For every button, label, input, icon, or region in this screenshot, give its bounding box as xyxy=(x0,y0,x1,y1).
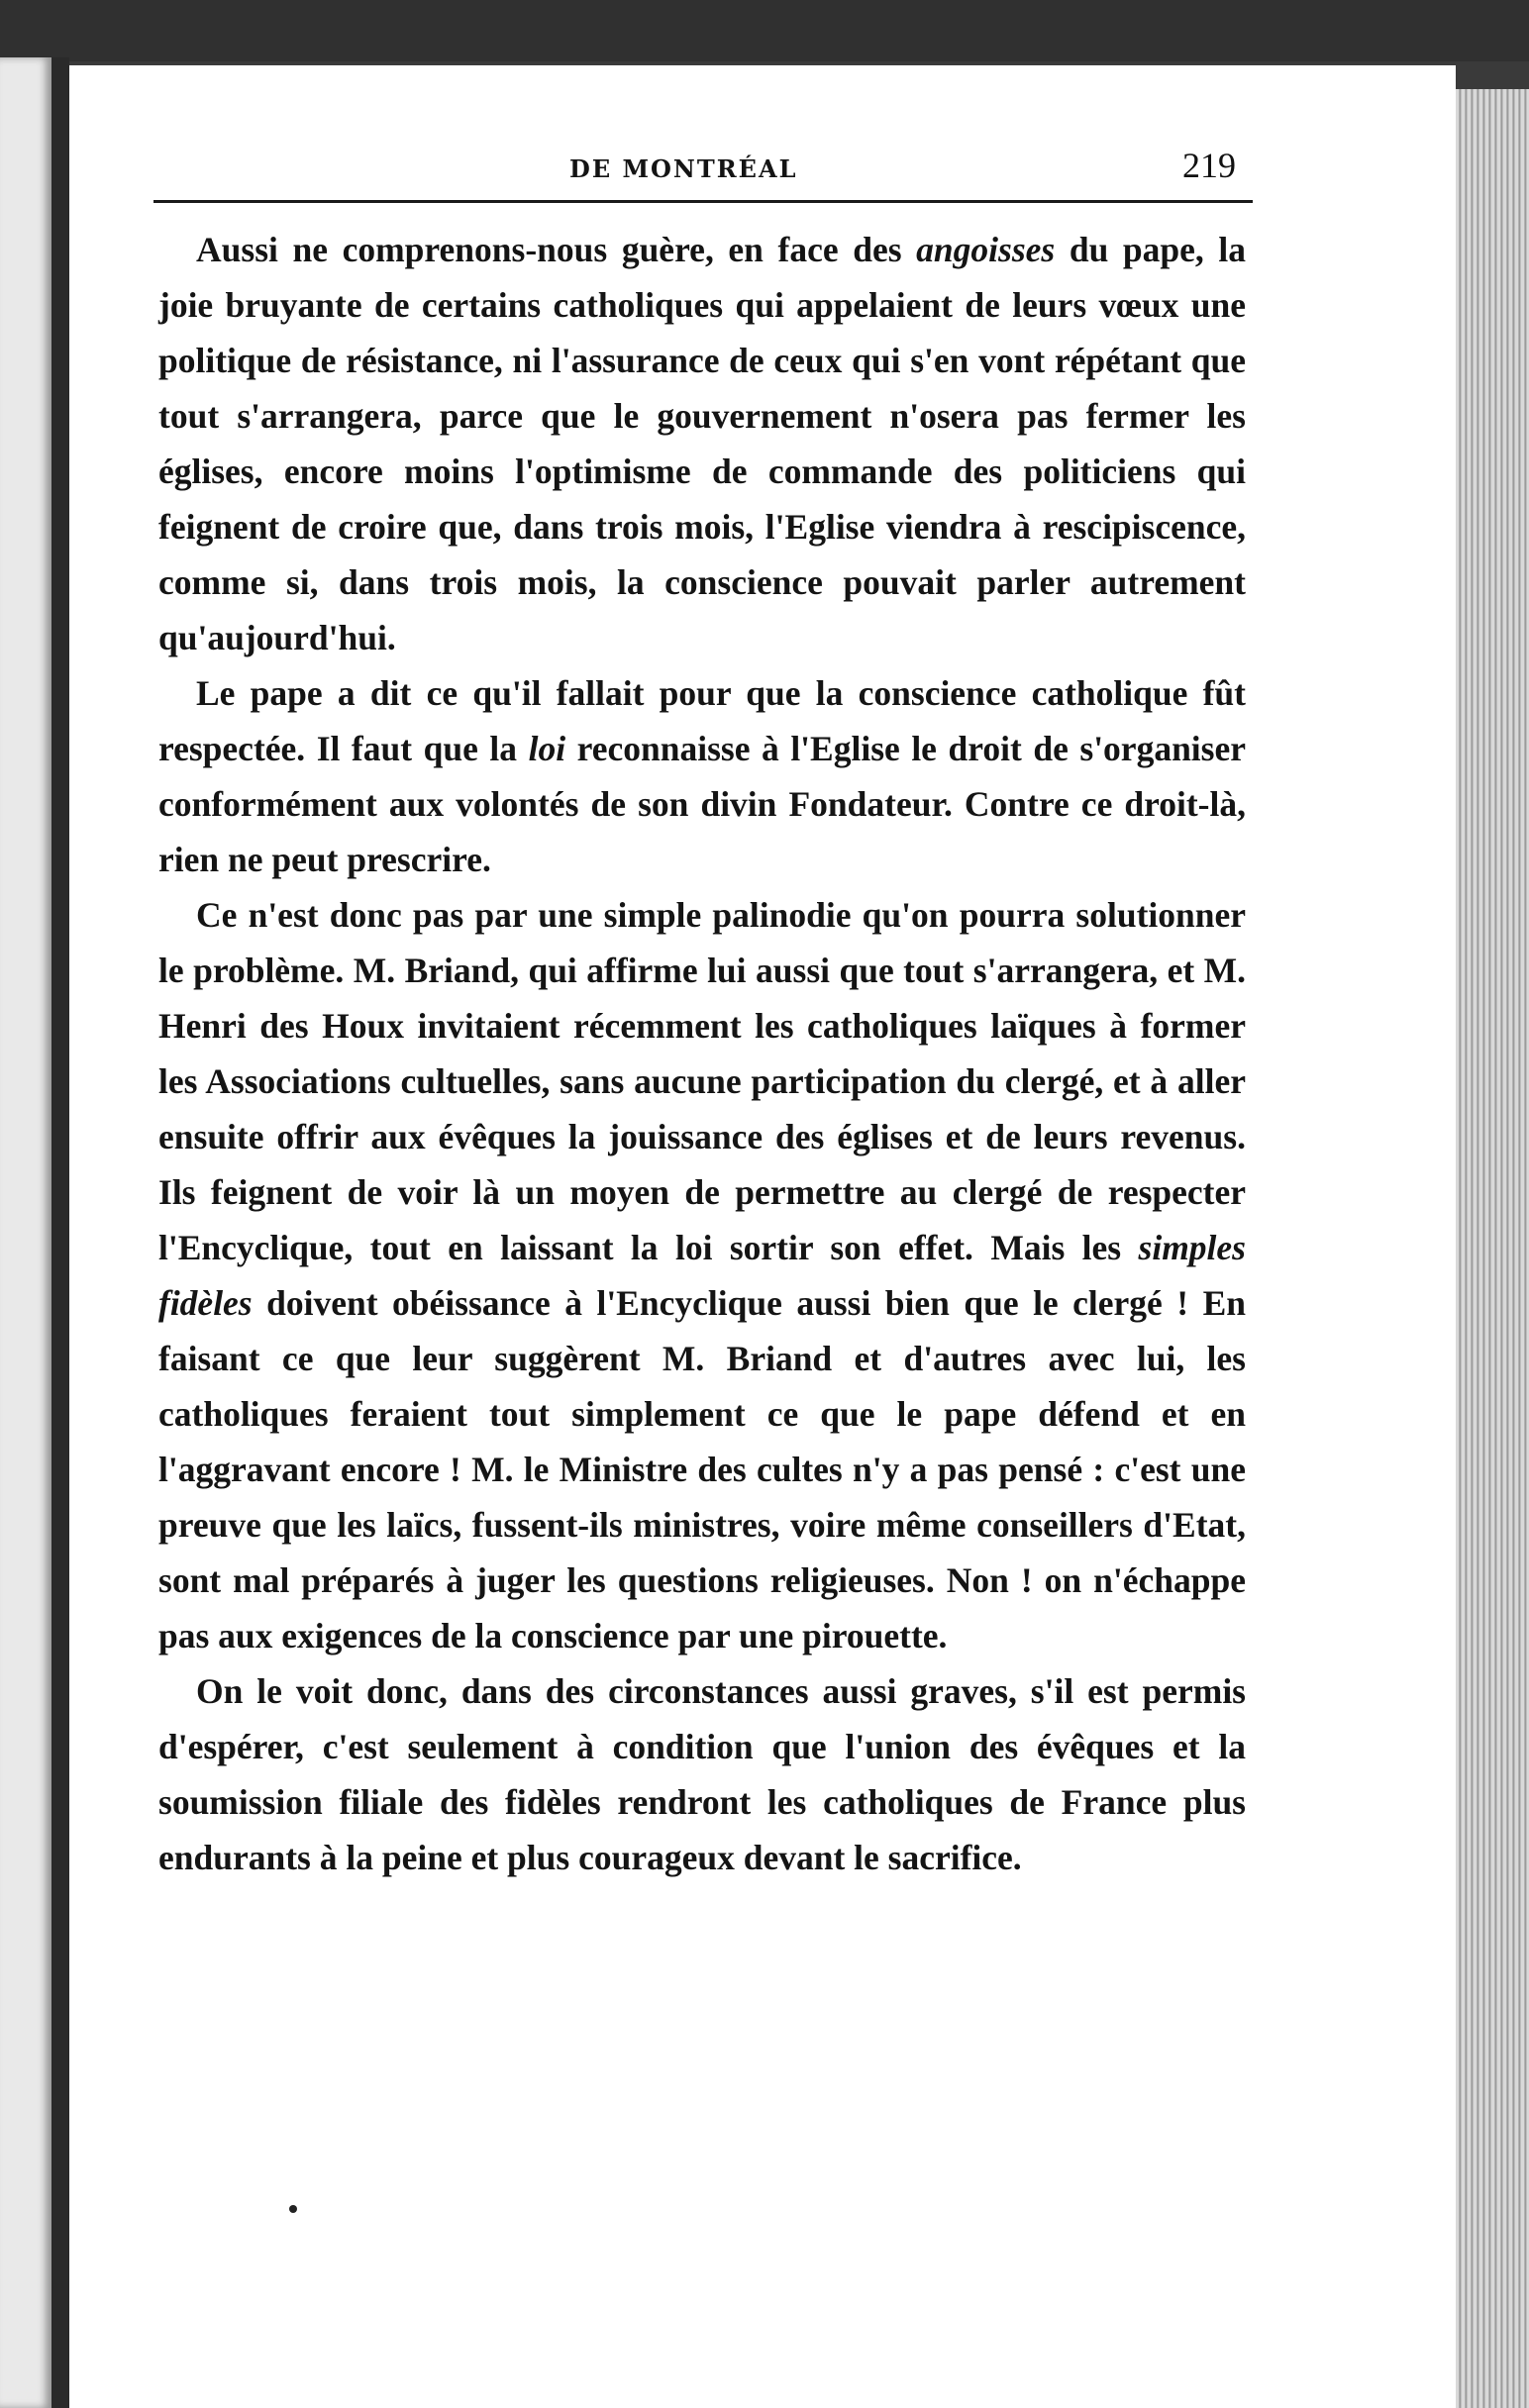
header-rule xyxy=(153,200,1253,203)
scan-top-border xyxy=(0,0,1529,61)
italic-text: angoisses xyxy=(916,230,1056,269)
book-gutter xyxy=(51,57,69,2408)
page-number: 219 xyxy=(1182,146,1236,185)
text-run: Le pape a dit ce qu'il fallait pour que la conscience catholique fût respectée. Il faut que la xyxy=(158,673,1246,768)
paragraph xyxy=(158,887,1246,1663)
text-run: reconnaisse à l'Eglise le droit de s'organiser conformément aux volontés de son divin Fondateur. Contre ce droit-là, rien ne peut prescrire. xyxy=(158,729,1246,879)
paragraph xyxy=(158,1663,1246,1885)
body-text xyxy=(158,222,1246,1885)
paragraph xyxy=(158,665,1246,887)
paragraph xyxy=(158,222,1246,665)
book-page xyxy=(69,65,1456,2408)
text-run: On le voit donc, dans des circonstances aussi graves, s'il est permis d'espérer, c'est seulement à condition que l'union des évêques et la soumission filiale des fidèles rendront les catholiques de France plus endurants à la peine et plus courageux devant le sacrifice. xyxy=(158,1671,1246,1877)
text-run: Aussi ne comprenons-nous guère, en face des xyxy=(196,230,917,269)
text-run: du pape, la joie bruyante de certains catholiques qui appelaient de leurs vœux une politique de résistance, ni l'assurance de ceux qui s'en vont répétant que tout s'arrangera, parce que le gouvernement n'osera pas fermer les églises, encore moins l'optimisme de commande des politiciens qui feignent de croire que, dans trois mois, l'Eglise viendra à rescipiscence, comme si, dans trois mois, la conscience pouvait parler autrement qu'aujourd'hui. xyxy=(158,230,1247,657)
italic-text: simples fidèles xyxy=(158,1228,1246,1323)
facing-page-edge xyxy=(0,57,51,2408)
text-run: doivent obéissance à l'Encyclique aussi bien que le clergé ! En faisant ce que leur suggèrent M. Briand et d'autres avec lui, les catholiques feraient tout simplement ce que le pape défend et en l'aggravant encore ! M. le Ministre des cultes n'y a pas pensé : c'est une preuve que les laïcs, fussent-ils ministres, voire même conseillers d'Etat, sont mal préparés à juger les questions religieuses. Non ! on n'échappe pas aux exigences de la conscience par une pirouette. xyxy=(158,1283,1246,1656)
page-block-edges xyxy=(1456,89,1529,2408)
ink-dot-ornament xyxy=(289,2205,297,2213)
running-head: DE MONTRÉAL xyxy=(569,154,798,183)
italic-text: loi xyxy=(528,729,566,768)
text-run: Ce n'est donc pas par une simple palinodie qu'on pourra solutionner le problème. M. Briand, qui affirme lui aussi que tout s'arrangera, et M. Henri des Houx invitaient récemment les catholiques laïques à former les Associations cultuelles, sans aucune participation du clergé, et à aller ensuite offrir aux évêques la jouissance des églises et de leurs revenus. Ils feignent de voir là un moyen de permettre au clergé de respecter l'Encyclique, tout en laissant la loi sortir son effet. Mais les xyxy=(158,895,1246,1267)
